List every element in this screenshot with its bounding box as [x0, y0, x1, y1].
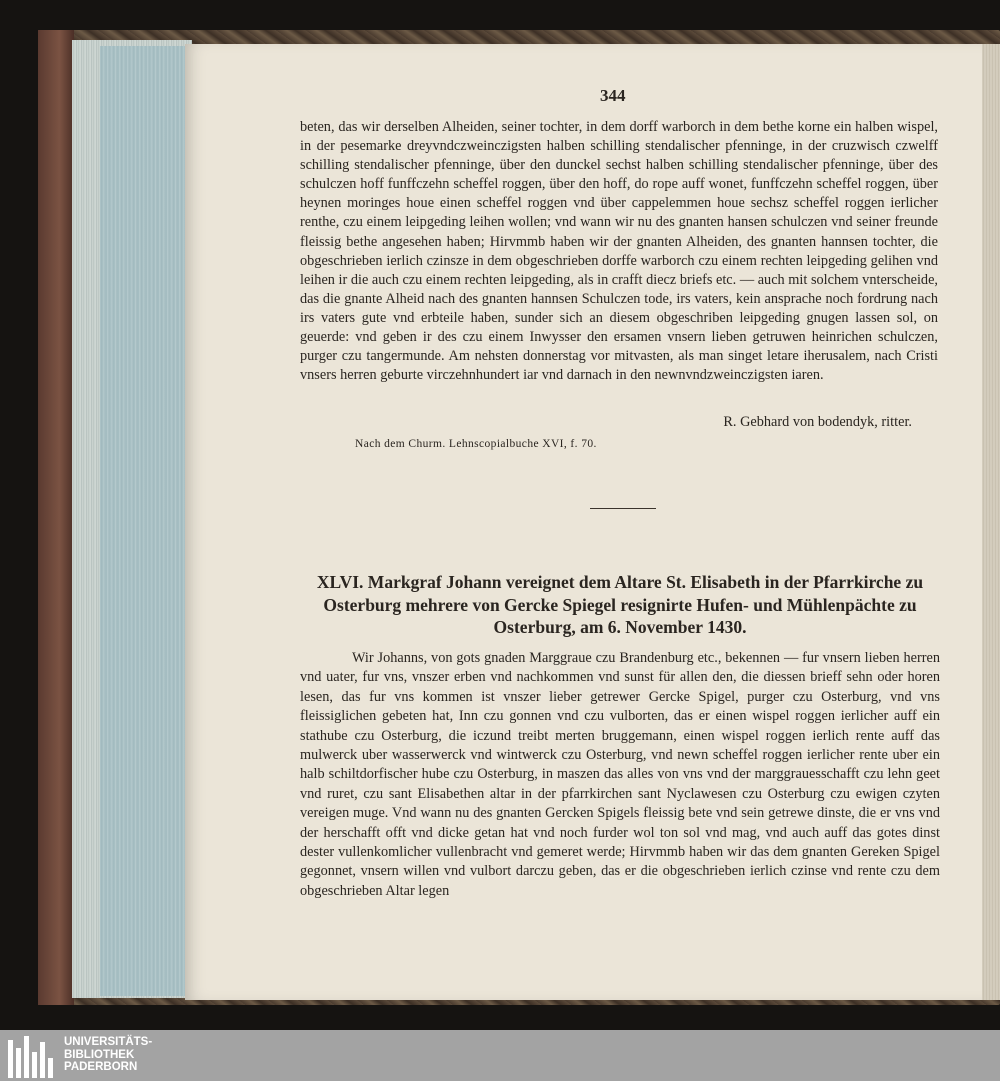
library-logo-icon: [8, 1034, 54, 1078]
body-paragraph-1: beten, das wir derselben Alheiden, seiner tochter, in dem dorff warborch in dem bethe korne ein halben wispel, in der pesemarke dreyvndczweinczigsten halben schilling stendalischer pfenninge, in der cruzwisch czwelff schilling stendalischer pfenninge, über den dunckel sechst halben schilling stendalischer pfenninge, über des schulczen hoff funffczehn scheffel roggen, über den hoff, do rope auff wonet, funffczehn scheffel roggen, über heynen moringes houe einen scheffel roggen vnd über cappelemmen houe sechsz scheffel roggen ierlicher renthe, czu einem leipgeding leihen wollen; vnd wann wir nu des gnanten hansen schulczen vnd seiner freunde fleissig bethe angesehen haben; Hirvmmb haben wir der gnanten Alheiden, des gnanten hannsen tochter, die obgeschrieben ierlich czinsze in dem obgeschrieben dorffe warborch czu einem rechten leipgeding gelihen vnd leihen ir die auch czu einem rechten leipgeding, als in crafft diecz briefs etc. — auch mit solchem vnterscheide, das die gnante Alheid nach des gnanten hannsen Schulczen tode, irs vaters, kein ansprache noch fordrung nach irs vaters gute vnd erbteile haben, sunder sich an diesem obgeschriben leipgeding gnugen lassen sol, on geuerde: vnd geben ir des czu einem Inwysser den ersamen vnsern lieben getruwen heinrichen schulczen, purger czu tangermunde. Am nehsten donnerstag vor mitvasten, als man singet letare iherusalem, nach Cristi vnsers herren geburte virczehnhundert iar vnd darnach in den newnvndzweinczigsten iaren.: [300, 119, 938, 384]
body-paragraph-2: Wir Johanns, von gots gnaden Marggraue czu Brandenburg etc., bekennen — fur vnsern lieben herren vnd uater, fur vns, vnszer erben vnd nachkommen vnd sunst für allen den, die diessen brieff sehn oder horen lesen, das fur vns kommen ist vnszer lieber getrewer Gercke Spigel, purger czu Osterburg, vnd vns fleissiglichen gebeten hat, Inn czu gonnen vnd czu vulborten, das er einen wispel roggen ierlicher auff ein stathube czu Osterburg, die iczund treibt merten bruggemann, einen wispel roggen ierlich rente auff das mulwerck uber wasserwerck vnd wintwerck czu Osterburg, vnd newn scheffel roggen ierlicher rente uber ein halb schiltdorfischer hube czu Osterburg, in maszen das alles von vns vnd der marggrauesschafft czu lehn geet vnd ruret, czu sant Elisabethen altar in der pfarrkirchen sant Nyclawesen czu Osterburg czu ewigen czyten vereigen muge. Vnd wann nu des gnanten Gercken Spigels fleissig bete vnd sein getrewe dinste, die er vns vnd der herschafft offt vnd dicke getan hat vnd noch furder wol ton sol vnd mag, vnd auch auff das gotes dinst dester vullenkomlicher vullenbracht vnd gemeret werde; Hirvmmb haben wir das dem gnanten Gereken Spigel gegonnet, vnsern willen vnd vulbort darczu geben, das er die obgeschrieben ierlich czinse vnd rente czu dem obgeschrieben Altar legen: [300, 650, 940, 899]
page-number: 344: [600, 86, 626, 105]
library-footer-bar: [0, 1030, 1000, 1081]
right-page-edges: [982, 44, 1000, 1000]
library-name-line-3: PADERBORN: [64, 1061, 138, 1073]
book-spine-edge: [38, 30, 74, 1005]
signature-line: R. Gebhard von bodendyk, ritter.: [723, 414, 912, 430]
library-name-line-1: UNIVERSITÄTS-: [64, 1036, 153, 1048]
section-heading: XLVI. Markgraf Johann vereignet dem Altare St. Elisabeth in der Pfarrkirche zu Osterburg mehrere von Gercke Spiegel resignirte Hufen- und Mühlenpächte zu Osterburg, am 6. November 1430.: [316, 572, 924, 637]
library-name: [64, 1036, 152, 1074]
section-divider: [590, 508, 656, 509]
library-name-line-2: BIBLIOTHEK: [64, 1048, 135, 1061]
page-stack-tinted-edges: [100, 46, 190, 996]
source-note: Nach dem Churm. Lehnscopialbuche XVI, f. 70.: [355, 438, 597, 450]
